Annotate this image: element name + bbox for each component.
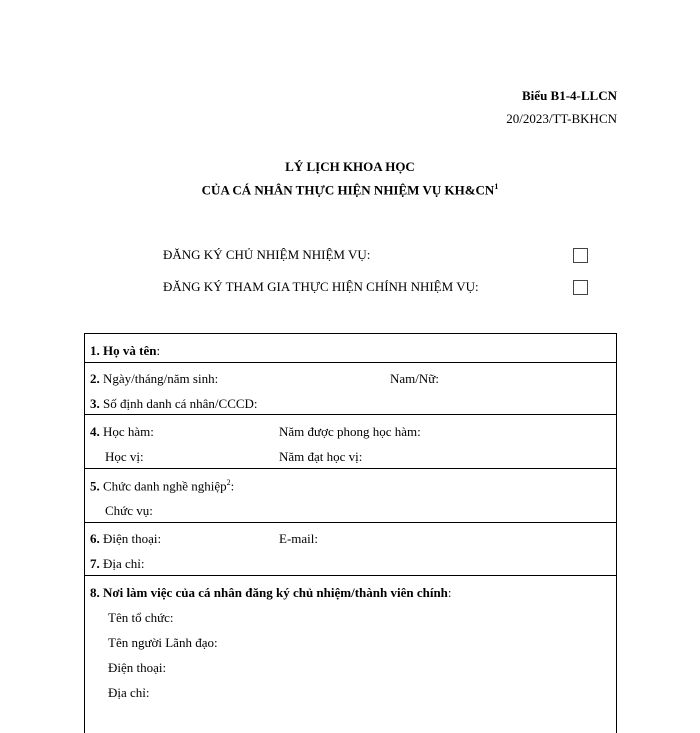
org-phone-label[interactable]: Điện thoại: [108,660,167,675]
workplace-colon: : [447,585,452,600]
leader-name-label[interactable]: Tên người Lãnh đạo: [108,635,218,650]
academic-title-label: Học hàm: [103,424,154,439]
professional-title-field[interactable] [90,478,234,494]
workplace-label: Nơi làm việc của cá nhân đăng ký chủ nhiệm/thành viên chính [103,585,448,600]
register-lead-label: ĐĂNG KÝ CHỦ NHIỆM NHIỆM VỤ: [163,247,371,262]
table-divider [85,575,616,576]
full-name-colon: : [156,343,161,358]
field-number: 5. [90,478,100,494]
field-number: 8. [90,585,100,600]
table-divider [85,522,616,523]
professional-title-footnote: 2 [226,478,231,487]
register-member-checkbox[interactable] [573,280,588,295]
phone-label: Điện thoại: [103,531,162,546]
field-number: 1. [90,343,100,358]
birth-date-label: Ngày/tháng/năm sinh: [103,371,219,386]
degree-label[interactable]: Học vị: [105,449,144,464]
title-line-1: LÝ LỊCH KHOA HỌC [285,159,415,174]
position-label[interactable]: Chức vụ: [105,503,153,518]
gender-label[interactable]: Nam/Nữ: [390,371,439,386]
register-lead-checkbox[interactable] [573,248,588,263]
register-member-label: ĐĂNG KÝ THAM GIA THỰC HIỆN CHÍNH NHIỆM VỤ: [163,279,479,294]
title-line-2-text: CỦA CÁ NHÂN THỰC HIỆN NHIỆM VỤ KH&CN [201,182,495,198]
circular-number: 20/2023/TT-BKHCN [506,111,617,126]
professional-title-colon: : [230,478,235,494]
professional-title-label: Chức danh nghề nghiệp [103,478,227,494]
org-address-label[interactable]: Địa chỉ: [108,685,150,700]
academic-title-year-label[interactable]: Năm được phong học hàm: [279,424,421,439]
table-divider [85,414,616,415]
field-number: 6. [90,531,100,546]
id-number-label: Số định danh cá nhân/CCCD: [103,396,258,411]
field-number: 4. [90,424,100,439]
id-number-field[interactable] [90,396,258,412]
table-divider [85,362,616,363]
org-name-label[interactable]: Tên tổ chức: [108,610,174,625]
academic-title-field[interactable] [90,424,154,440]
title-footnote-mark: 1 [494,182,499,191]
full-name-label: Họ và tên [103,343,157,358]
address-label: Địa chỉ: [103,556,145,571]
email-label[interactable]: E-mail: [279,531,318,546]
field-number: 3. [90,396,100,411]
personal-info-table [84,333,617,733]
field-number: 7. [90,556,100,571]
degree-year-label[interactable]: Năm đạt học vị: [279,449,363,464]
form-code: Biểu B1-4-LLCN [522,88,617,103]
address-field[interactable] [90,556,145,572]
full-name-field[interactable] [90,343,160,359]
birth-date-field[interactable] [90,371,218,387]
field-number: 2. [90,371,100,386]
phone-field[interactable] [90,531,161,547]
title-line-2 [0,182,700,198]
workplace-field [90,585,452,601]
table-divider [85,468,616,469]
